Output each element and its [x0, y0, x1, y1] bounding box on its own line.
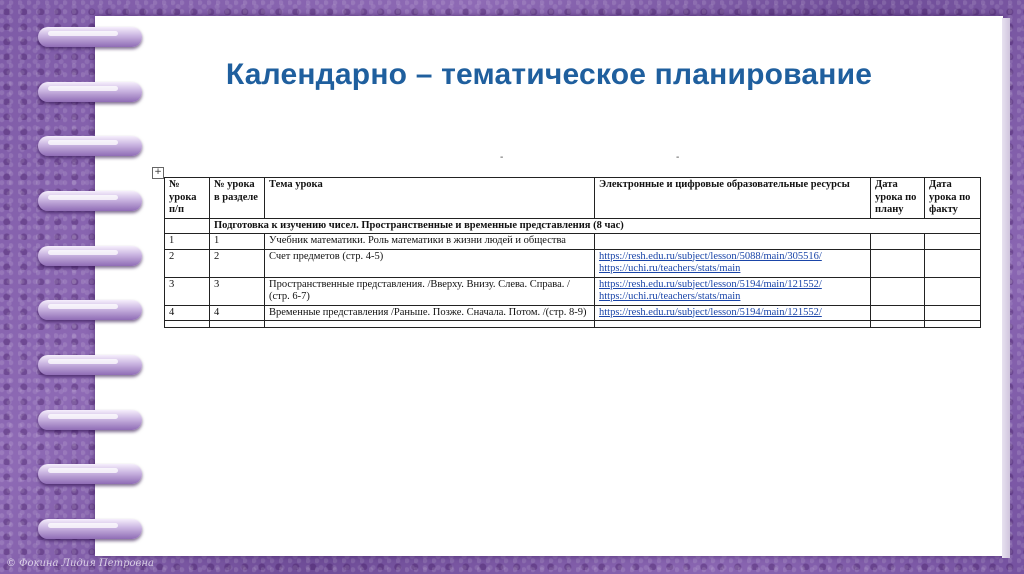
spiral-ring-icon	[38, 355, 146, 377]
lesson-topic: Временные представления /Раньше. Позже. Сначала. Потом. /(стр. 8-9)	[265, 305, 595, 321]
table-row	[165, 234, 981, 250]
decorative-mark: -	[676, 152, 680, 163]
date-plan-cell	[871, 234, 925, 250]
resources-cell	[595, 277, 871, 305]
plan-table	[164, 177, 981, 328]
table-row	[165, 249, 981, 277]
lesson-topic: Счет предметов (стр. 4-5)	[265, 249, 595, 277]
section-row	[165, 218, 981, 234]
resources-cell	[595, 234, 871, 250]
resource-link[interactable]: https://uchi.ru/teachers/stats/main	[599, 263, 741, 274]
lesson-number: 1	[165, 234, 210, 250]
header-date-fact: Дата урока по факту	[925, 178, 981, 219]
section-lesson-number: 3	[210, 277, 265, 305]
paper-edge	[1002, 18, 1010, 558]
header-lesson-number: № урока п/п	[165, 178, 210, 219]
section-lesson-number: 1	[210, 234, 265, 250]
spiral-ring-icon	[38, 136, 146, 158]
header-section-number: № урока в разделе	[210, 178, 265, 219]
lesson-number: 3	[165, 277, 210, 305]
resources-cell	[595, 305, 871, 321]
author-watermark: © Фокина Лидия Петровна	[6, 558, 154, 569]
date-plan-cell	[871, 305, 925, 321]
spiral-ring-icon	[38, 27, 146, 49]
table-row	[165, 277, 981, 305]
page-title: Календарно – тематическое планирование	[225, 58, 873, 91]
move-handle-icon[interactable]: +	[152, 167, 164, 179]
header-date-plan: Дата урока по плану	[871, 178, 925, 219]
section-title: Подготовка к изучению чисел. Пространственные и временные представления (8 час)	[210, 218, 981, 234]
table-continuation	[165, 321, 981, 328]
header-resources: Электронные и цифровые образовательные ресурсы	[595, 178, 871, 219]
date-plan-cell	[871, 249, 925, 277]
table-header-row	[165, 178, 981, 219]
spiral-ring-icon	[38, 519, 146, 541]
decorative-mark: -	[500, 152, 504, 163]
header-topic: Тема урока	[265, 178, 595, 219]
lesson-topic: Пространственные представления. /Вверху. Внизу. Слева. Справа. / (стр. 6-7)	[265, 277, 595, 305]
resource-link[interactable]: https://resh.edu.ru/subject/lesson/5194/main/121552/	[599, 306, 822, 318]
spiral-ring-icon	[38, 246, 146, 268]
resources-cell	[595, 249, 871, 277]
date-fact-cell	[925, 277, 981, 305]
date-plan-cell	[871, 277, 925, 305]
lesson-number: 4	[165, 305, 210, 321]
spiral-ring-icon	[38, 410, 146, 432]
resource-link[interactable]: https://resh.edu.ru/subject/lesson/5194/main/121552/	[599, 278, 822, 290]
section-lesson-number: 4	[210, 305, 265, 321]
spiral-ring-icon	[38, 464, 146, 486]
date-fact-cell	[925, 249, 981, 277]
spiral-ring-icon	[38, 300, 146, 322]
section-lesson-number: 2	[210, 249, 265, 277]
spiral-ring-icon	[38, 191, 146, 213]
resource-link[interactable]: https://uchi.ru/teachers/stats/main	[599, 291, 741, 302]
date-fact-cell	[925, 234, 981, 250]
date-fact-cell	[925, 305, 981, 321]
lesson-number: 2	[165, 249, 210, 277]
lesson-topic: Учебник математики. Роль математики в жизни людей и общества	[265, 234, 595, 250]
table-row	[165, 305, 981, 321]
resource-link[interactable]: https://resh.edu.ru/subject/lesson/5088/main/305516/	[599, 250, 822, 262]
